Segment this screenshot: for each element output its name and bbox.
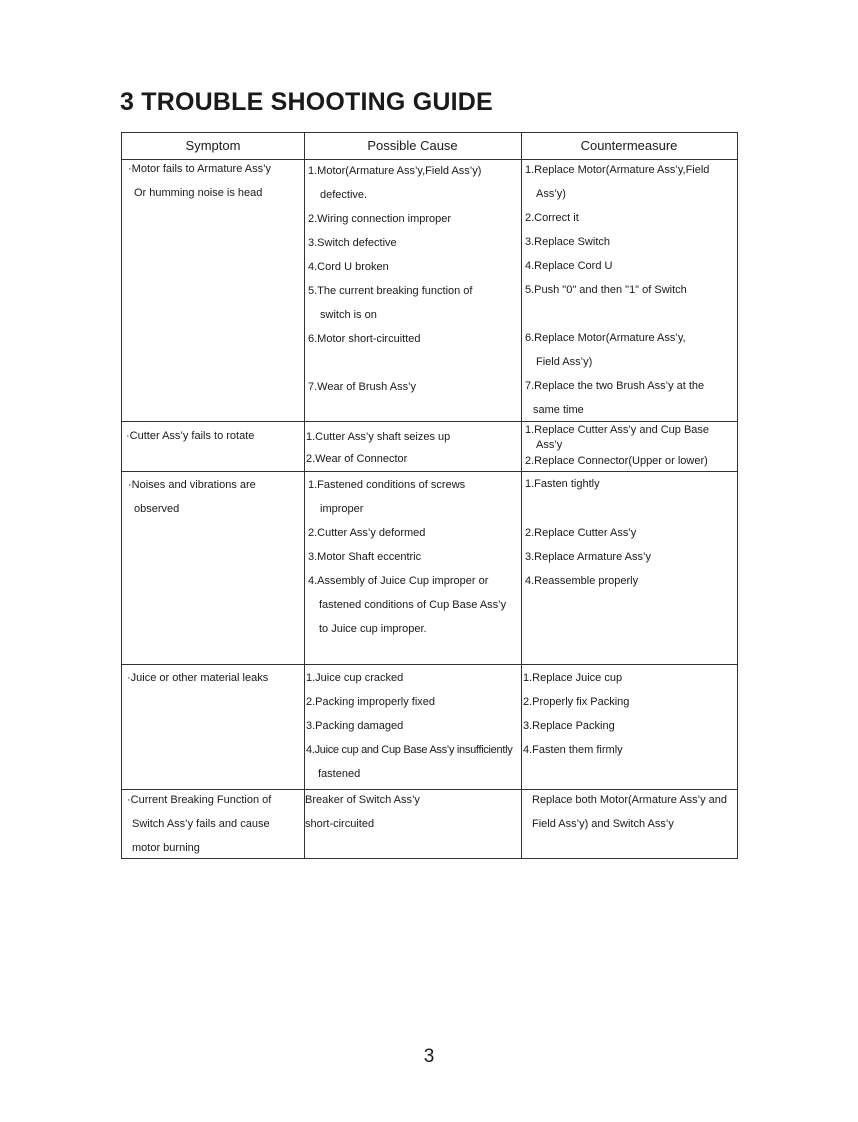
- measure-line: Field Ass’y) and Switch Ass’y: [532, 818, 674, 830]
- row-divider: [122, 159, 737, 160]
- cause-line: 2.Wiring connection improper: [308, 213, 452, 225]
- symptom-line: ·Cutter Ass’y fails to rotate: [126, 430, 255, 442]
- measure-line: 1.Fasten tightly: [525, 478, 600, 490]
- symptom-line: Switch Ass’y fails and cause: [132, 818, 270, 830]
- cause-line: 4.Juice cup and Cup Base Ass’y insufficiently: [306, 744, 513, 756]
- measure-line: 1.Replace Motor(Armature Ass’y,Field: [525, 164, 710, 176]
- cause-line: 7.Wear of Brush Ass’y: [308, 381, 417, 393]
- measure-line: 7.Replace the two Brush Ass’y at the: [525, 380, 705, 392]
- header-possible-cause: Possible Cause: [367, 138, 458, 153]
- symptom-line: Or humming noise is head: [134, 187, 263, 199]
- trouble-shooting-table: [121, 132, 738, 859]
- cause-line: fastened conditions of Cup Base Ass’y: [319, 599, 507, 611]
- symptom-line: ·Current Breaking Function of: [127, 794, 272, 806]
- measure-line: 3.Replace Armature Ass’y: [525, 551, 651, 563]
- column-divider: [521, 133, 522, 858]
- cause-line: 1.Motor(Armature Ass’y,Field Ass’y): [308, 165, 482, 177]
- cause-line: 1.Fastened conditions of screws: [308, 479, 466, 491]
- measure-line: Replace both Motor(Armature Ass’y and: [532, 794, 728, 806]
- cause-line: 3.Packing damaged: [306, 720, 404, 732]
- cause-line: 5.The current breaking function of: [308, 285, 473, 297]
- row-divider: [122, 471, 737, 472]
- page-title: 3 TROUBLE SHOOTING GUIDE: [120, 88, 493, 116]
- column-divider: [304, 133, 305, 858]
- cause-line: improper: [320, 503, 364, 515]
- header-symptom: Symptom: [185, 138, 241, 153]
- symptom-line: ·Juice or other material leaks: [127, 672, 269, 684]
- cause-line: 2.Cutter Ass’y deformed: [308, 527, 426, 539]
- measure-line: 4.Replace Cord U: [525, 260, 613, 272]
- page-number: 3: [423, 1046, 435, 1067]
- cause-line: 3.Motor Shaft eccentric: [308, 551, 422, 563]
- measure-line: 1.Replace Cutter Ass’y and Cup Base: [525, 424, 710, 436]
- measure-line: 2.Correct it: [525, 212, 579, 224]
- measure-line: same time: [533, 404, 584, 416]
- cause-line: 1.Cutter Ass’y shaft seizes up: [306, 431, 451, 443]
- cause-line: fastened: [318, 768, 361, 780]
- measure-line: 3.Replace Switch: [525, 236, 610, 248]
- row-divider: [122, 789, 737, 790]
- cause-line: 1.Juice cup cracked: [306, 672, 404, 684]
- cause-line: 2.Packing improperly fixed: [306, 696, 436, 708]
- measure-line: 4.Fasten them firmly: [523, 744, 623, 756]
- symptom-line: observed: [134, 503, 180, 515]
- symptom-line: motor burning: [132, 842, 200, 854]
- row-divider: [122, 421, 737, 422]
- measure-line: 6.Replace Motor(Armature Ass’y,: [525, 332, 686, 344]
- measure-line: 2.Replace Connector(Upper or lower): [525, 455, 708, 467]
- cause-line: 3.Switch defective: [308, 237, 397, 249]
- cause-line: short-circuited: [305, 818, 375, 830]
- measure-line: 5.Push "0" and then "1" of Switch: [525, 284, 687, 296]
- cause-line: 6.Motor short-circuitted: [308, 333, 421, 345]
- measure-line: Ass’y: [536, 439, 563, 451]
- measure-line: Field Ass’y): [536, 356, 593, 368]
- cause-line: 2.Wear of Connector: [306, 453, 408, 465]
- cause-line: switch is on: [320, 309, 377, 321]
- measure-line: 1.Replace Juice cup: [523, 672, 623, 684]
- measure-line: 2.Replace Cutter Ass’y: [525, 527, 637, 539]
- cause-line: Breaker of Switch Ass’y: [305, 794, 420, 806]
- measure-line: Ass’y): [536, 188, 566, 200]
- measure-line: 2.Properly fix Packing: [523, 696, 630, 708]
- symptom-line: ·Noises and vibrations are: [128, 479, 256, 491]
- cause-line: 4.Cord U broken: [308, 261, 389, 273]
- cause-line: 4.Assembly of Juice Cup improper or: [308, 575, 489, 587]
- row-divider: [122, 664, 737, 665]
- cause-line: to Juice cup improper.: [319, 623, 427, 635]
- measure-line: 4.Reassemble properly: [525, 575, 639, 587]
- cause-line: defective.: [320, 189, 368, 201]
- measure-line: 3.Replace Packing: [523, 720, 615, 732]
- symptom-line: ·Motor fails to Armature Ass’y: [128, 163, 272, 175]
- header-countermeasure: Countermeasure: [580, 138, 678, 153]
